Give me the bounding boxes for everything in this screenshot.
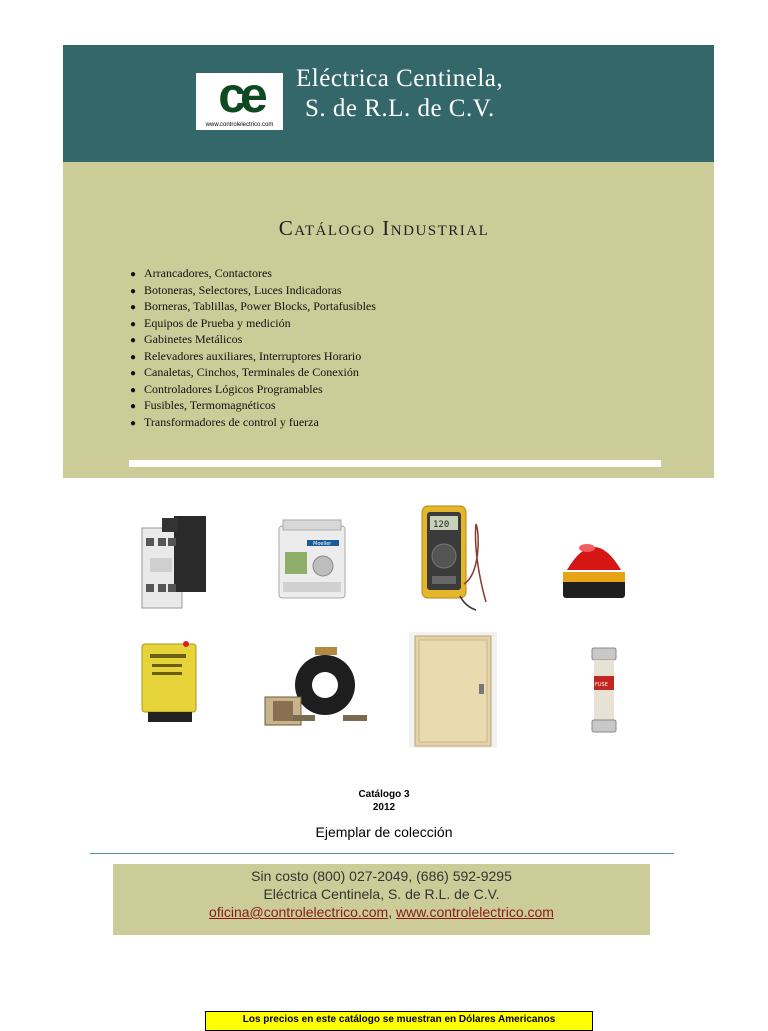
company-name xyxy=(296,64,503,124)
emergency-button-image xyxy=(557,530,631,604)
email-link[interactable]: oficina@controlelectrico.com xyxy=(209,904,389,920)
enclosure-image xyxy=(409,632,497,748)
logo-website: www.controlelectrico.com xyxy=(205,122,274,128)
contact-box xyxy=(113,864,650,935)
list-item: ● Canaletas, Cinchos, Terminales de Conexión xyxy=(130,365,376,382)
website-link[interactable]: www.controlelectrico.com xyxy=(396,904,554,920)
product-category-list xyxy=(130,266,376,431)
list-item: ● Relevadores auxiliares, Interruptores Horario xyxy=(130,349,376,366)
link-separator: , xyxy=(388,904,396,920)
contactor-image xyxy=(138,514,208,610)
catalog-title: Catálogo Industrial xyxy=(278,216,490,240)
multimeter-display: 120 xyxy=(433,520,450,530)
list-item: ● Botoneras, Selectores, Luces Indicadoras xyxy=(130,283,376,300)
contact-links xyxy=(113,903,650,921)
relay-image xyxy=(138,638,202,724)
catalog-number: Catálogo 3 xyxy=(358,789,410,800)
panel-divider xyxy=(129,460,661,467)
currency-notice: Los precios en este catálogo se muestran en Dólares Americanos xyxy=(205,1011,593,1031)
list-item: ● Transformadores de control y fuerza xyxy=(130,415,376,432)
fuse-image xyxy=(586,646,624,734)
edition-info xyxy=(0,788,768,814)
fuse-label: FUSE xyxy=(595,682,608,688)
list-item: ● Borneras, Tablillas, Power Blocks, Portafusibles xyxy=(130,299,376,316)
logo-mark: ce xyxy=(218,67,262,123)
company-logo xyxy=(196,67,283,130)
list-item: ● Controladores Lógicos Programables xyxy=(130,382,376,399)
list-item: ● Equipos de Prueba y medición xyxy=(130,316,376,333)
multimeter-image xyxy=(420,504,492,612)
contact-company: Eléctrica Centinela, S. de R.L. de C.V. xyxy=(263,886,500,902)
plc-image xyxy=(277,518,347,600)
list-item: ● Arrancadores, Contactores xyxy=(130,266,376,283)
company-name-line1: Eléctrica Centinela, xyxy=(296,65,504,92)
list-item: ● Fusibles, Termomagnéticos xyxy=(130,398,376,415)
list-item: ● Gabinetes Metálicos xyxy=(130,332,376,349)
footer-divider xyxy=(90,853,674,854)
company-name-line2: S. de R.L. de C.V. xyxy=(305,95,495,122)
catalog-year: 2012 xyxy=(372,802,396,813)
contact-phones: Sin costo (800) 027-2049, (686) 592-9295 xyxy=(251,868,512,884)
plc-brand-label: Moeller xyxy=(313,541,332,547)
edition-subtitle: Ejemplar de colección xyxy=(315,824,453,840)
transformer-image xyxy=(263,643,369,733)
